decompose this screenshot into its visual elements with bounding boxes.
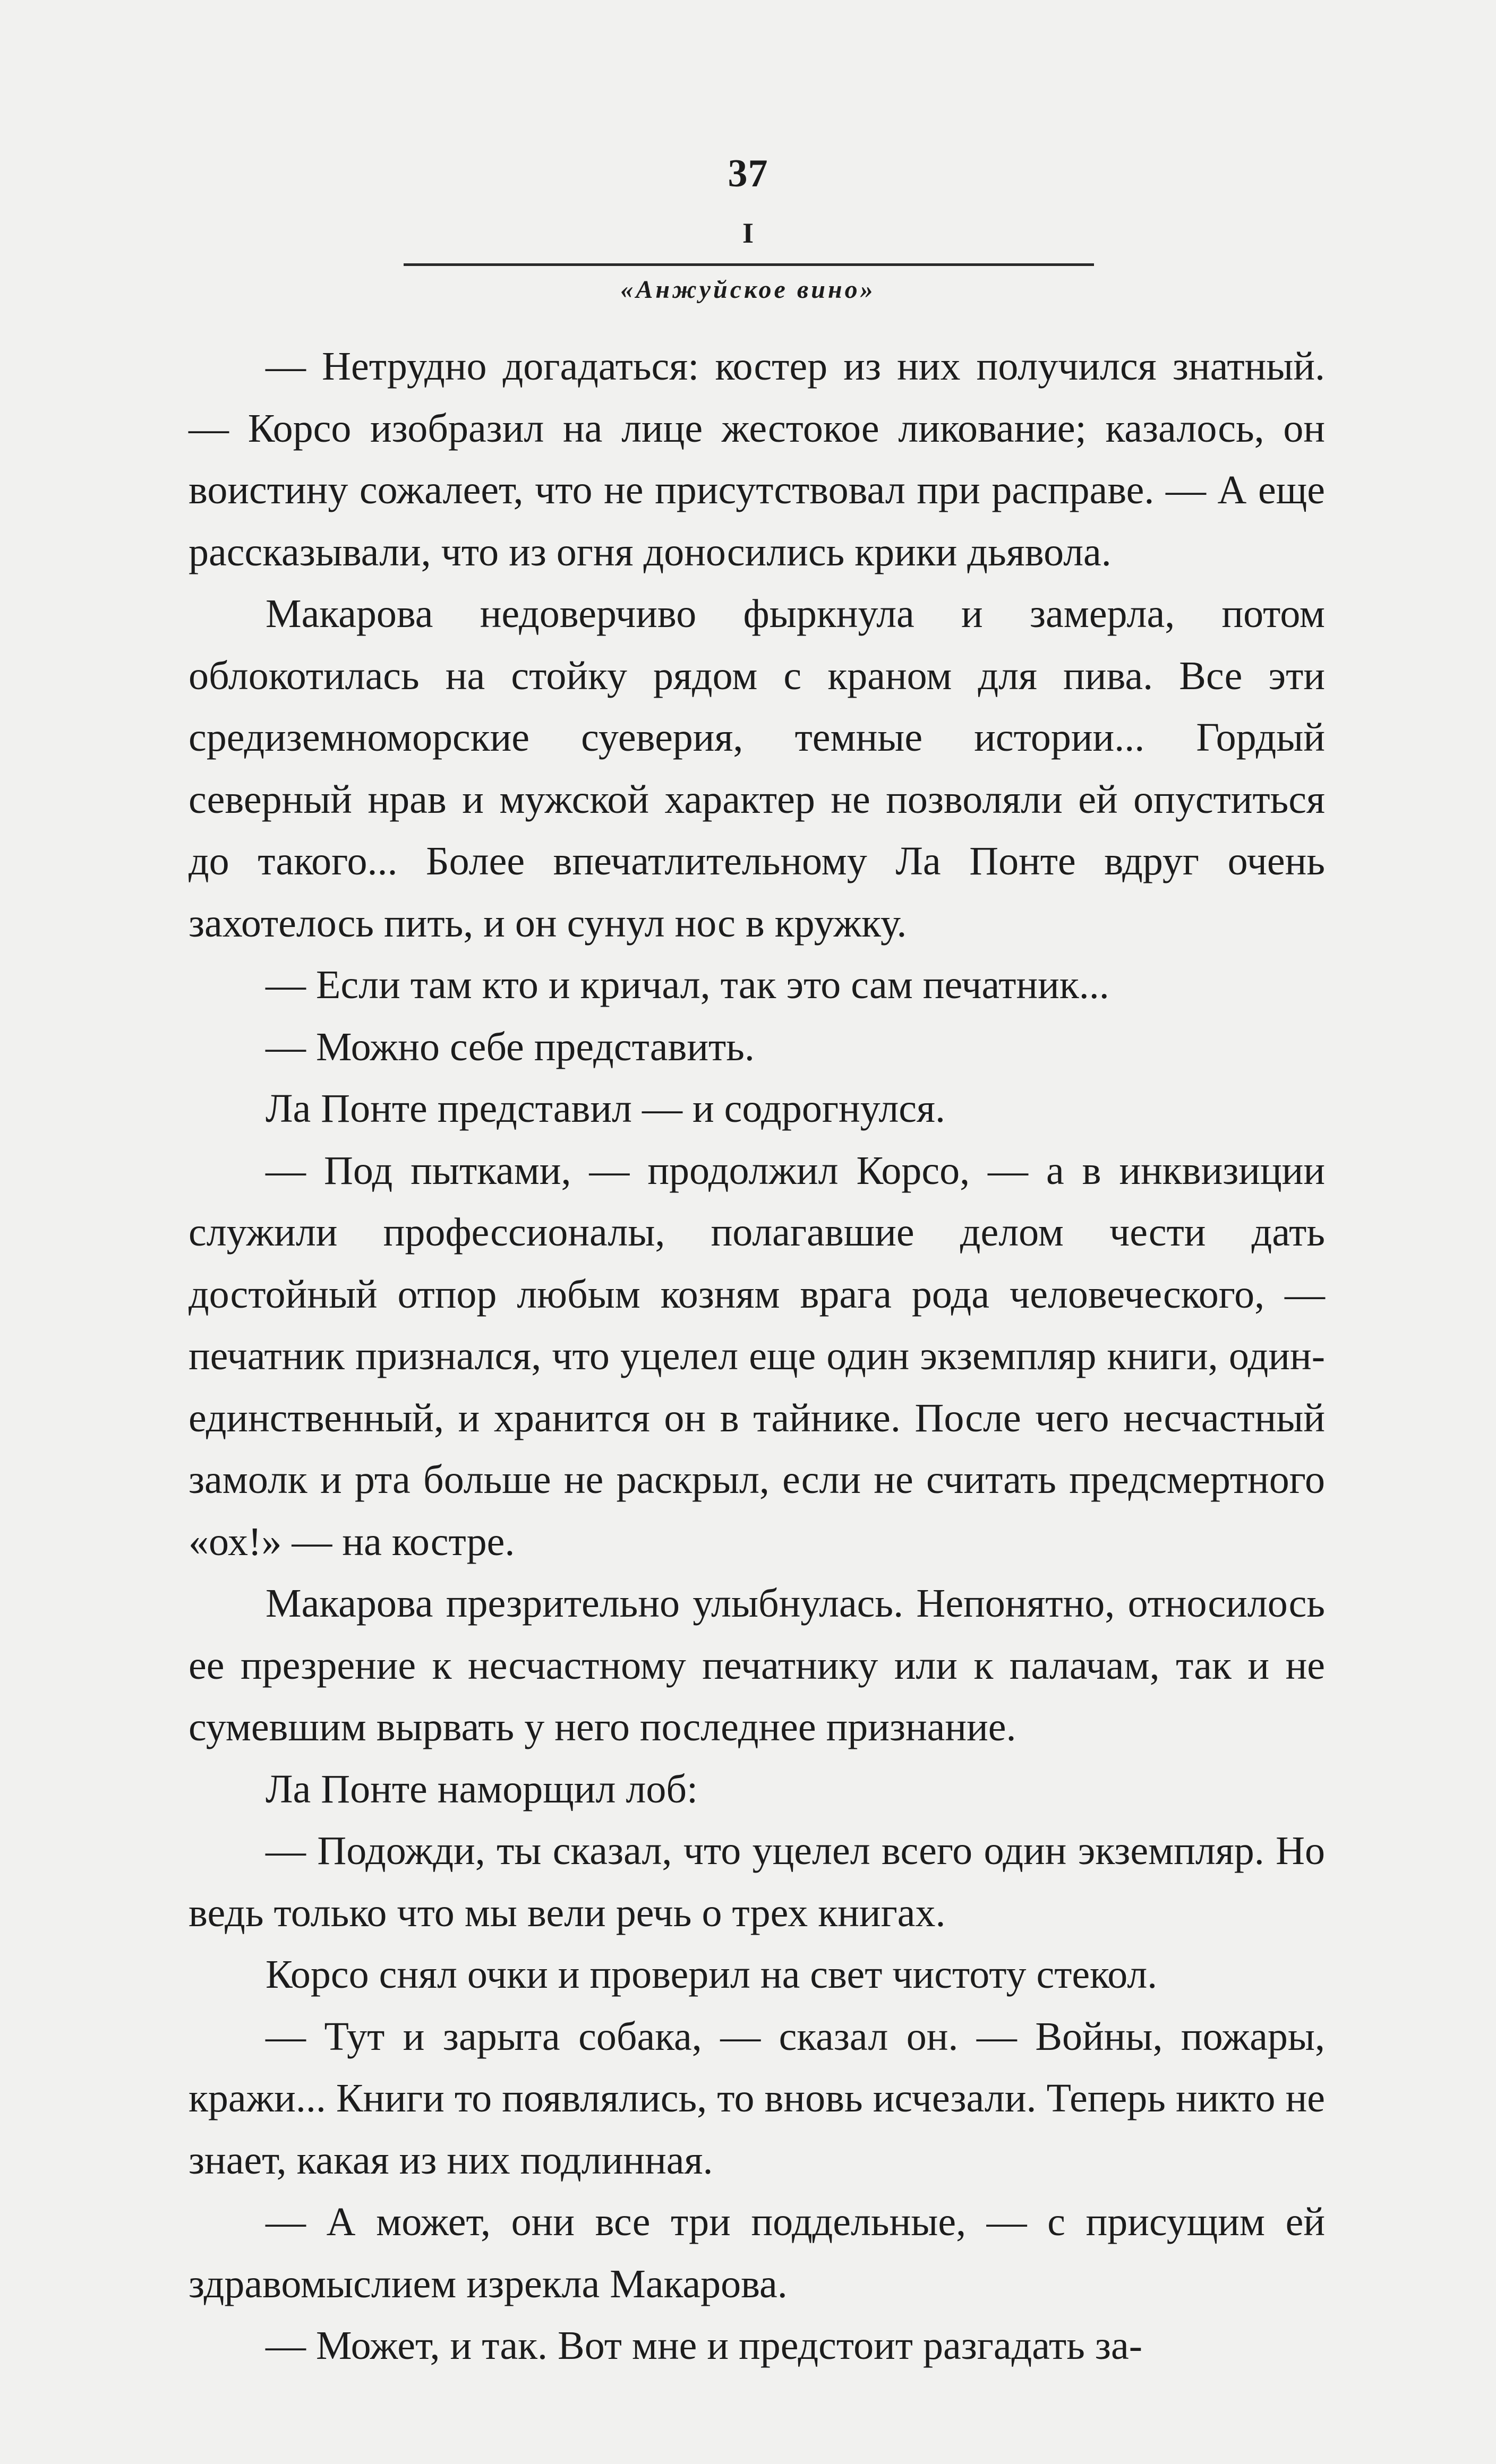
running-title: «Анжуйское вино» [620, 276, 876, 304]
paragraph: — Подожди, ты сказал, что уцелел всего один экземпляр. Но ведь только что мы вели речь о трех книгах. [189, 1828, 1325, 1935]
paragraph: — Тут и зарыта собака, — сказал он. — Войны, пожары, кражи... Книги то появлялись, то вновь исчезали. Теперь никто не знает, какая из них подлинная. [189, 2014, 1325, 2183]
paragraph: Ла Понте наморщил лоб: [266, 1766, 698, 1811]
paragraph: — Можно себе представить. [266, 1024, 755, 1069]
paragraph: — Может, и так. Вот мне и предстоит разгадать за- [266, 2323, 1142, 2368]
header-rule [404, 263, 1094, 266]
paragraph: — Нетрудно догадаться: костер из них получился знатный. — Корсо изобразил на лице жестокое ликование; казалось, он воистину сожалеет, что не присутствовал при расправе. — А еще рассказывали, что из огня доносились крики дьявола. [189, 344, 1325, 574]
paragraph: Ла Понте представил — и содрогнулся. [266, 1086, 945, 1131]
page-number: 37 [728, 152, 768, 195]
paragraph: — Если там кто и кричал, так это сам печатник... [266, 963, 1109, 1007]
paragraph: — А может, они все три поддельные, — с присущим ей здравомыслием изрекла Макарова. [189, 2200, 1325, 2306]
paragraph: Макарова презрительно улыбнулась. Непонятно, относилось ее презрение к несчастному печатнику или к палачам, так и не сумевшим вырвать у него последнее признание. [189, 1581, 1325, 1749]
paragraph: — Под пытками, — продолжил Корсо, — а в инквизиции служили профессионалы, полагавшие делом чести дать достойный отпор любым козням врага рода человеческого, — печатник признался, что уцелел еще один экземпляр книги, один-единственный, и хранится он в тайнике. После чего несчастный замолк и рта больше не раскрыл, если не считать предсмертного «ох!» — на костре. [189, 1148, 1325, 1564]
paragraph: Макарова недоверчиво фыркнула и замерла, потом облокотилась на стойку рядом с краном для пива. Все эти средиземноморские суеверия, темные истории... Гордый северный нрав и мужской характер не позволяли ей опуститься до такого... Более впечатлительному Ла Понте вдруг очень захотелось пить, и он сунул нос в кружку. [189, 591, 1325, 946]
paragraph: Корсо снял очки и проверил на свет чистоту стекол. [266, 1952, 1158, 1997]
chapter-number: I [742, 217, 754, 249]
body-text [189, 336, 1325, 2377]
